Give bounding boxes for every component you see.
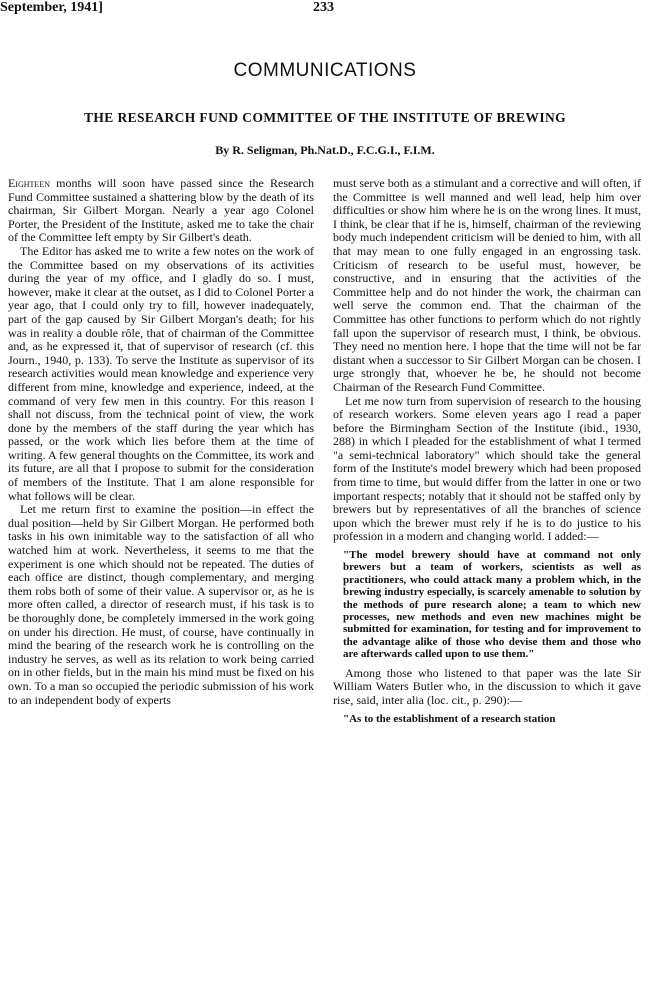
- drop-lead-word: Eighteen: [8, 176, 50, 190]
- paragraph-3: Let me return first to examine the position—in effect the dual position—held by Sir Gilbert Morgan. He performed both tasks in his own inimitable way to the satisfaction of all who watched him at work. Nevertheless, it seems to me that the experiment is one which should not be repeated. The duties of each office are distinct, though complementary, and merging them robs both of some of their value. A supervisor or, as he is more often called, a director of research must, if his task is to be thoroughly done, be completely immersed in the work going on under his direction. He must, of course, have continually in mind the bearing of the research work he is controlling on the industry he serves, as well as its relation to work being carried on in other fields, but in the main his mind must be fixed on his own. To a man so occupied the periodic submission of his work to an independent body of experts: [8, 502, 314, 707]
- left-column: [8, 177, 314, 707]
- block-quote-1: "The model brewery should have at command not only brewers but a team of workers, scientists as well as practitioners, who could attack many a problem which, in the brewing industry especially, is scarcely amenable to solution by the methods of pure research alone; a team to which new processes, new methods and even new machines might be submitted for examination, for testing and for improvement to the advantage alike of those who devise them and those who are afterwards called upon to use them.": [343, 549, 641, 661]
- page-number: 233: [313, 0, 334, 15]
- paragraph-1: [8, 177, 314, 245]
- paragraph-2: The Editor has asked me to write a few notes on the work of the Committee based on my observations of its activities during the year of my office, and I gladly do so. I must, however, make it clear at the outset, as I did to Colonel Porter a year ago, that I could only try to fill, however inadequately, part of the gap caused by Sir Gilbert Morgan's death; for his was in reality a double rôle, that of chairman of the Committee and, as he expressed it, that of supervisor of research (cf. this Journ., 1940, p. 133). To serve the Institute as supervisor of its research activities would mean knowledge and experience very different from mine, knowledge and experience, indeed, at the command of very few men in this country. For this reason I shall not discuss, from the technical point of view, the work done by the members of the staff during the year which has passed, or the work which lies before them at the time of writing. A few general thoughts on the Committee, its work and its future, are all that I propose to submit for the consideration of members of the Institute. That I am alone responsible for what follows will be clear.: [8, 243, 314, 503]
- article-byline: By R. Seligman, Ph.Nat.D., F.C.G.I., F.I.M.: [215, 143, 435, 157]
- running-header: [0, 0, 650, 20]
- right-column: [333, 177, 641, 726]
- block-quote-2: "As to the establishment of a research station: [343, 713, 556, 726]
- header-date: September, 1941]: [0, 0, 103, 15]
- article-title: THE RESEARCH FUND COMMITTEE OF THE INSTITUTE OF BREWING: [83, 110, 567, 125]
- paragraph-5: Among those who listened to that paper was the late Sir William Waters Butler who, in the discussion to which it gave rise, said, inter alia (loc. cit., p. 290):—: [333, 665, 641, 707]
- paragraph-continued: must serve both as a stimulant and a corrective and will often, if the Committee is well manned and well lead, help him over difficulties or show him where he is on the wrong lines. It must, I think, be clear that if he is, himself, chairman of the reviewing body much independent criticism will be denied to him, with all that may mean to one fully engaged in an engrossing task. Criticism of research to be useful must, however, be constructive, and in ensuring that the activities of the Committee help and do not hinder the work, the chairman can well serve the common end. That the chairman of the Committee has other functions to perform which do not rightly fall upon the supervisor of research must, I think, be obvious. They need no mention here. I hope that the time will not be far distant when a successor to Sir Gilbert Morgan can be chosen. I urge strongly that, whoever he be, he should not become Chairman of the Research Fund Committee.: [333, 176, 641, 394]
- paragraph-1-text: months will soon have passed since the Research Fund Committee sustained a shattering blow by the death of its chairman, Sir Gilbert Morgan. Nearly a year ago Colonel Porter, the President of the Institute, asked me to take the chair of the Committee left empty by Sir Gilbert's death.: [8, 176, 314, 245]
- section-title: COMMUNICATIONS: [233, 60, 417, 81]
- paragraph-4: Let me now turn from supervision of research to the housing of research workers. Some eleven years ago I read a paper before the Birmingham Section of the Institute (ibid., 1930, 288) in which I pleaded for the establishment of what I termed "a semi-technical laboratory" which should take the general form of the Institute's model brewery which had been proposed from time to time, but would differ from the latter in one or two important respects; notably that it should not be staffed only by brewers but by representatives of all the branches of science upon which the brewer must rely if he is to do justice to his profession in a modern and changing world. I added:—: [333, 393, 641, 544]
